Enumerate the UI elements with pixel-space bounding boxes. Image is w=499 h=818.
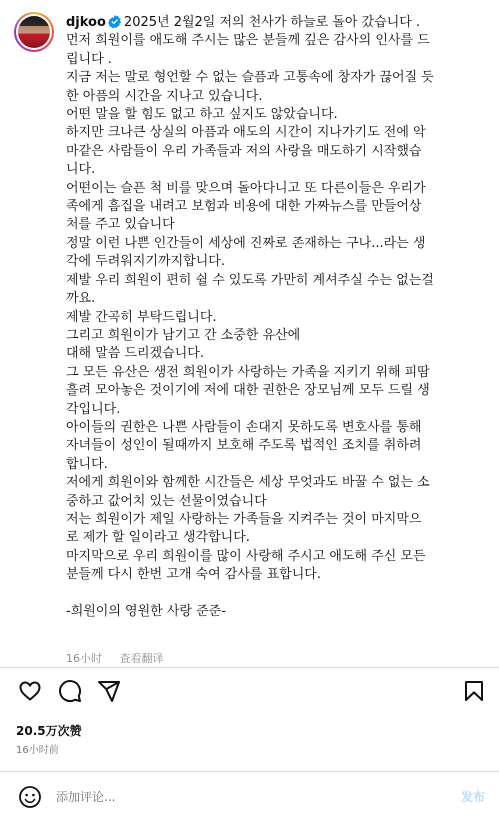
caption-line: 로 제가 할 일이라고 생각합니다. bbox=[66, 530, 250, 546]
caption-line: 저는 희원이가 제일 사랑하는 가족들을 지켜주는 것이 마지막으 bbox=[66, 511, 422, 527]
bookmark-icon[interactable] bbox=[462, 679, 486, 703]
caption-line: 각입니다. bbox=[66, 401, 121, 417]
caption-line: 대해 말씀 드리겠습니다. bbox=[66, 346, 204, 362]
caption-line: 정말 이런 나쁜 인간들이 세상에 진짜로 존재하는 구나...라는 생 bbox=[66, 235, 426, 251]
caption-line: 제발 간곡히 부탁드립니다. bbox=[66, 309, 217, 325]
caption-line: 자녀들이 성인이 될때까지 보호해 주도록 법적인 조치를 취하려 bbox=[66, 438, 422, 454]
caption-line: 각에 두려워지기까지합니다. bbox=[66, 254, 225, 270]
caption-line: 그 모든 유산은 생전 희원이가 사랑하는 가족을 지키기 위해 피땀 bbox=[66, 364, 430, 380]
share-icon[interactable] bbox=[97, 679, 121, 703]
caption-line: 2025년 2월2일 저의 천사가 하늘로 돌아 갔습니다 . bbox=[123, 15, 421, 30]
caption-line: 어떤 말을 할 힘도 없고 하고 싶지도 않았습니다. bbox=[66, 107, 338, 123]
caption-line: 합니다. bbox=[66, 456, 108, 472]
caption-line: 제발 우리 희원이 편히 쉴 수 있도록 가만히 계셔주실 수는 없는걸 bbox=[66, 272, 434, 288]
heart-icon[interactable] bbox=[18, 679, 42, 703]
divider bbox=[0, 667, 499, 668]
caption-signature: -희원이의 영원한 사랑 준준- bbox=[66, 603, 226, 619]
post-comment-button[interactable]: 发布 bbox=[460, 790, 485, 804]
caption-line: 마지막으로 우리 희원이를 많이 사랑해 주시고 애도해 주신 모든 bbox=[66, 548, 426, 564]
emoji-icon[interactable] bbox=[18, 785, 42, 809]
comment-input[interactable] bbox=[56, 786, 426, 808]
divider bbox=[0, 771, 499, 772]
avatar[interactable] bbox=[14, 12, 54, 52]
avatar-ring-inner bbox=[16, 14, 52, 50]
caption-line: 먼저 희원이를 애도해 주시는 많은 분들께 깊은 감사의 인사를 드 bbox=[66, 33, 430, 49]
post-meta bbox=[66, 650, 178, 666]
verified-badge-icon bbox=[108, 15, 121, 28]
caption-line: 까요. bbox=[66, 291, 96, 307]
see-translation-link[interactable]: 查看翻译 bbox=[119, 652, 164, 665]
caption-line: 어떤이는 슬픈 척 비를 맞으며 돌아다니고 또 다른이들은 우리가 bbox=[66, 180, 426, 196]
caption-spacer bbox=[66, 585, 490, 603]
avatar-image bbox=[18, 16, 50, 48]
caption-line: 분들께 다시 한번 고개 숙여 감사를 표합니다. bbox=[66, 567, 321, 583]
caption-line: 저에게 희원이와 함께한 시간들은 세상 무엇과도 바꿀 수 없는 소 bbox=[66, 475, 430, 491]
likes-count[interactable]: 20.5万次赞 bbox=[16, 724, 82, 738]
caption-line: 한 아픔의 시간을 지나고 있습니다. bbox=[66, 88, 263, 104]
caption-line: 그리고 희원이가 남기고 간 소중한 유산에 bbox=[66, 327, 301, 343]
caption-line: 흘려 모아놓은 것이기에 저에 대한 권한은 장모님께 모두 드릴 생 bbox=[66, 383, 430, 399]
comment-bar bbox=[0, 778, 499, 816]
caption-line: 아이들의 권한은 나쁜 사람들이 손대지 못하도록 변호사를 통해 bbox=[66, 419, 422, 435]
caption-line: 지금 저는 말로 형언할 수 없는 슬픔과 고통속에 창자가 끊어질 듯 bbox=[66, 70, 434, 86]
caption-line: 니다. bbox=[66, 162, 96, 178]
username[interactable]: djkoo bbox=[66, 15, 106, 30]
caption-line: 족에게 흠집을 내려고 보험과 비용에 대한 가짜뉴스를 만들어상 bbox=[66, 199, 422, 215]
post-time-ago: 16小时 bbox=[66, 652, 102, 665]
caption-line: 마같은 사람들이 우리 가족들과 저의 사랑을 매도하기 시작했습 bbox=[66, 143, 422, 159]
caption-line: 하지만 크나큰 상실의 아픔과 애도의 시간이 지나가기도 전에 악 bbox=[66, 125, 426, 141]
action-bar bbox=[0, 676, 499, 706]
caption-first-line bbox=[66, 14, 490, 32]
caption-line: 중하고 값어치 있는 선물이였습니다 bbox=[66, 493, 267, 509]
posted-time: 16小时前 bbox=[16, 745, 59, 756]
caption-line: 립니다 . bbox=[66, 51, 112, 67]
post-caption bbox=[66, 14, 490, 621]
comment-icon[interactable] bbox=[58, 679, 82, 703]
caption-line: 처를 주고 있습니다 bbox=[66, 217, 175, 233]
